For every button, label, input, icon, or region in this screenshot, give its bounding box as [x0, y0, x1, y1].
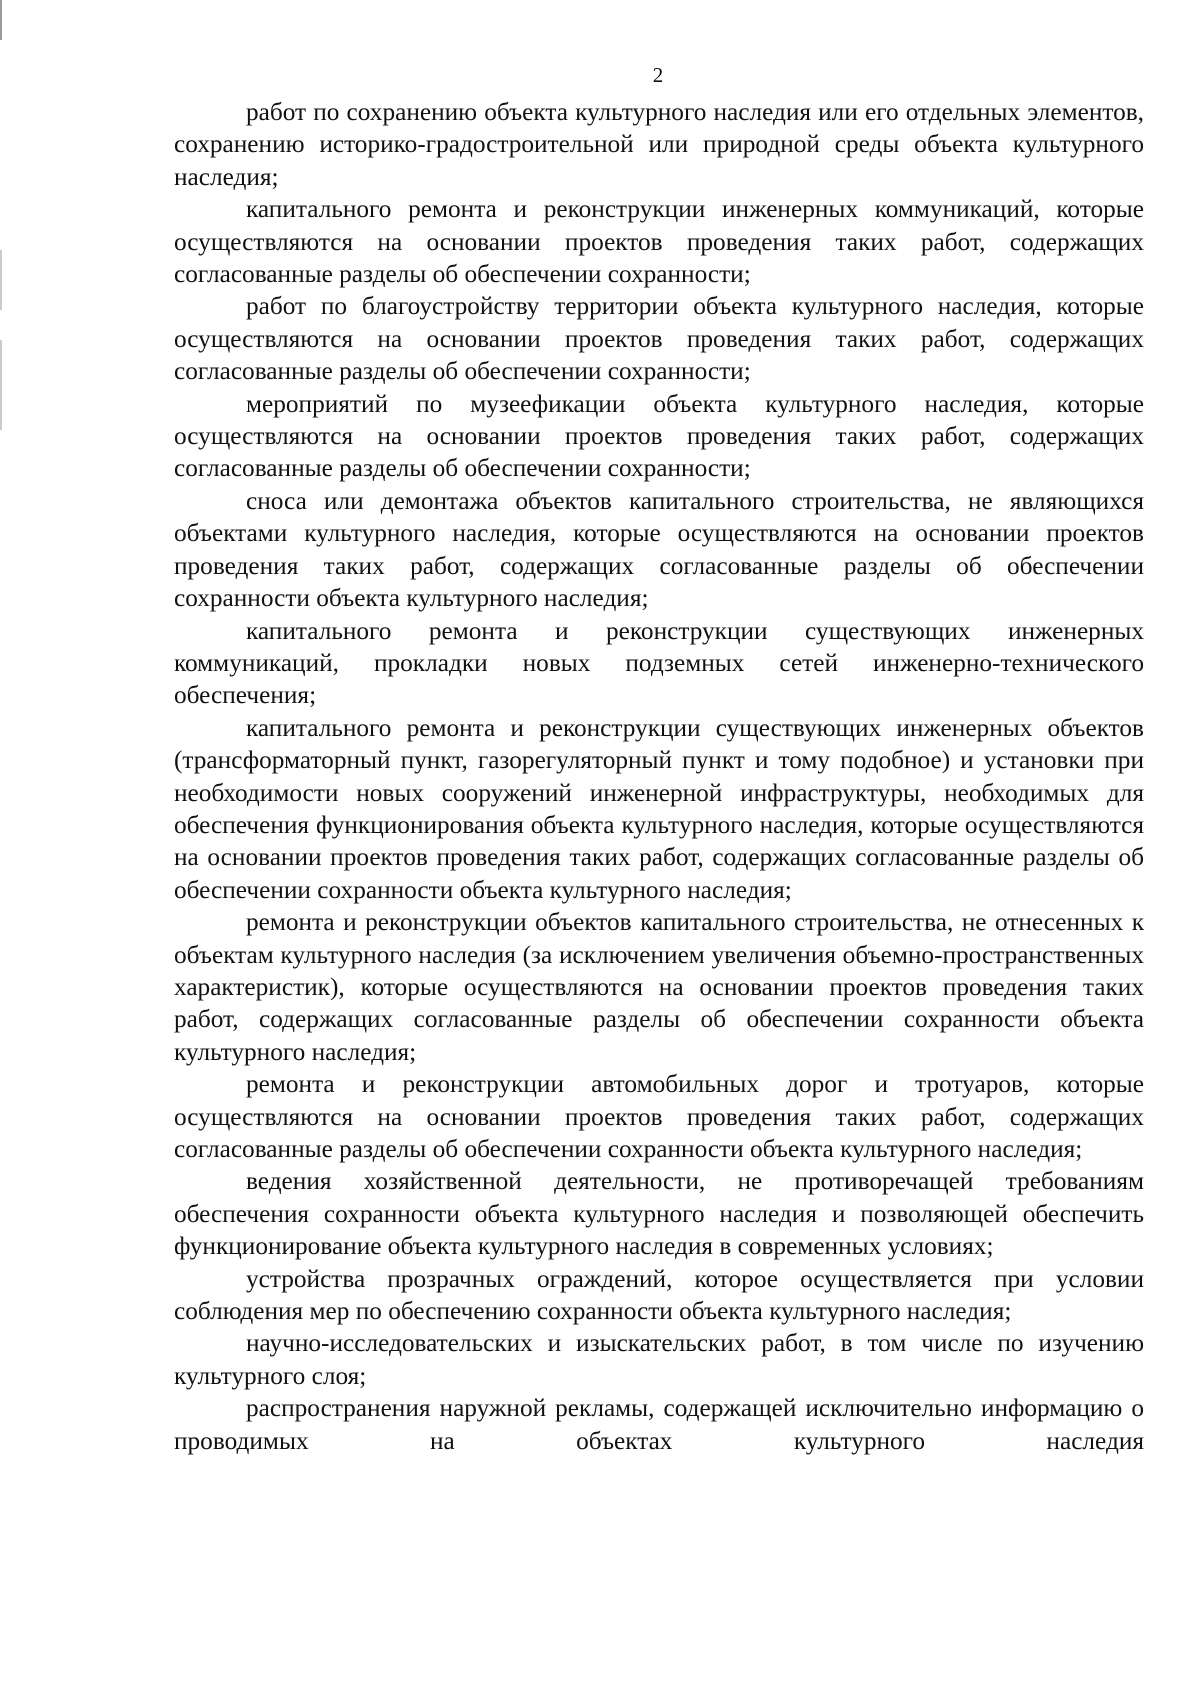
list-item: мероприятий по музеефикации объекта культурного наследия, которые осуществляются на основании проектов проведения таких работ, содержащих согласованные разделы об обеспечении сохранности;: [174, 389, 1144, 483]
scan-edge-mark: [0, 0, 2, 40]
list-item: распространения наружной рекламы, содержащей исключительно информацию о проводимых на объектах культурного наследия: [174, 1394, 1144, 1455]
list-item: ведения хозяйственной деятельности, не противоречащей требованиям обеспечения сохранности объекта культурного наследия и позволяющей обеспечить функционирование объекта культурного наследия в современных условиях;: [174, 1167, 1144, 1261]
list-item: ремонта и реконструкции автомобильных дорог и тротуаров, которые осуществляются на основании проектов проведения таких работ, содержащих согласованные разделы об обеспечении сохранности объекта культурного наследия;: [174, 1070, 1144, 1163]
list-item: устройства прозрачных ограждений, которое осуществляется при условии соблюдения мер по обеспечению сохранности объекта культурного наследия;: [174, 1264, 1144, 1326]
list-item: работ по сохранению объекта культурного наследия или его отдельных элементов, сохранению историко-градостроительной или природной среды объекта культурного наследия;: [174, 98, 1144, 191]
list-item: капитального ремонта и реконструкции инженерных коммуникаций, которые осуществляются на основании проектов проведения таких работ, содержащих согласованные разделы об обеспечении сохранности;: [174, 195, 1144, 289]
list-item: капитального ремонта и реконструкции существующих инженерных коммуникаций, прокладки новых подземных сетей инженерно-технического обеспечения;: [174, 616, 1144, 710]
document-body: [174, 96, 1144, 1457]
list-item: научно-исследовательских и изыскательских работ, в том числе по изучению культурного слоя;: [174, 1329, 1144, 1390]
scan-edge-mark: [0, 250, 2, 310]
scan-edge-mark: [0, 340, 2, 430]
list-item: капитального ремонта и реконструкции существующих инженерных объектов (трансформаторный пункт, газорегуляторный пункт и тому подобное) и установки при необходимости новых сооружений инженерной инфраструктуры, необходимых для обеспечения функционирования объекта культурного наследия, которые осуществляются на основании проектов проведения таких работ, содержащих согласованные разделы об обеспечении сохранности объекта культурного наследия;: [174, 713, 1144, 904]
list-item: сноса или демонтажа объектов капитального строительства, не являющихся объектами культурного наследия, которые осуществляются на основании проектов проведения таких работ, содержащих согласованные разделы об обеспечении сохранности объекта культурного наследия;: [174, 486, 1144, 613]
page-number: 2: [652, 63, 664, 87]
list-item: работ по благоустройству территории объекта культурного наследия, которые осуществляются на основании проектов проведения таких работ, содержащих согласованные разделы об обеспечении сохранности;: [174, 292, 1144, 386]
list-item: ремонта и реконструкции объектов капитального строительства, не отнесенных к объектам культурного наследия (за исключением увеличения объемно-пространственных характеристик), которые осуществляются на основании проектов проведения таких работ, содержащих согласованные разделы об обеспечении сохранности объекта культурного наследия;: [174, 908, 1144, 1066]
